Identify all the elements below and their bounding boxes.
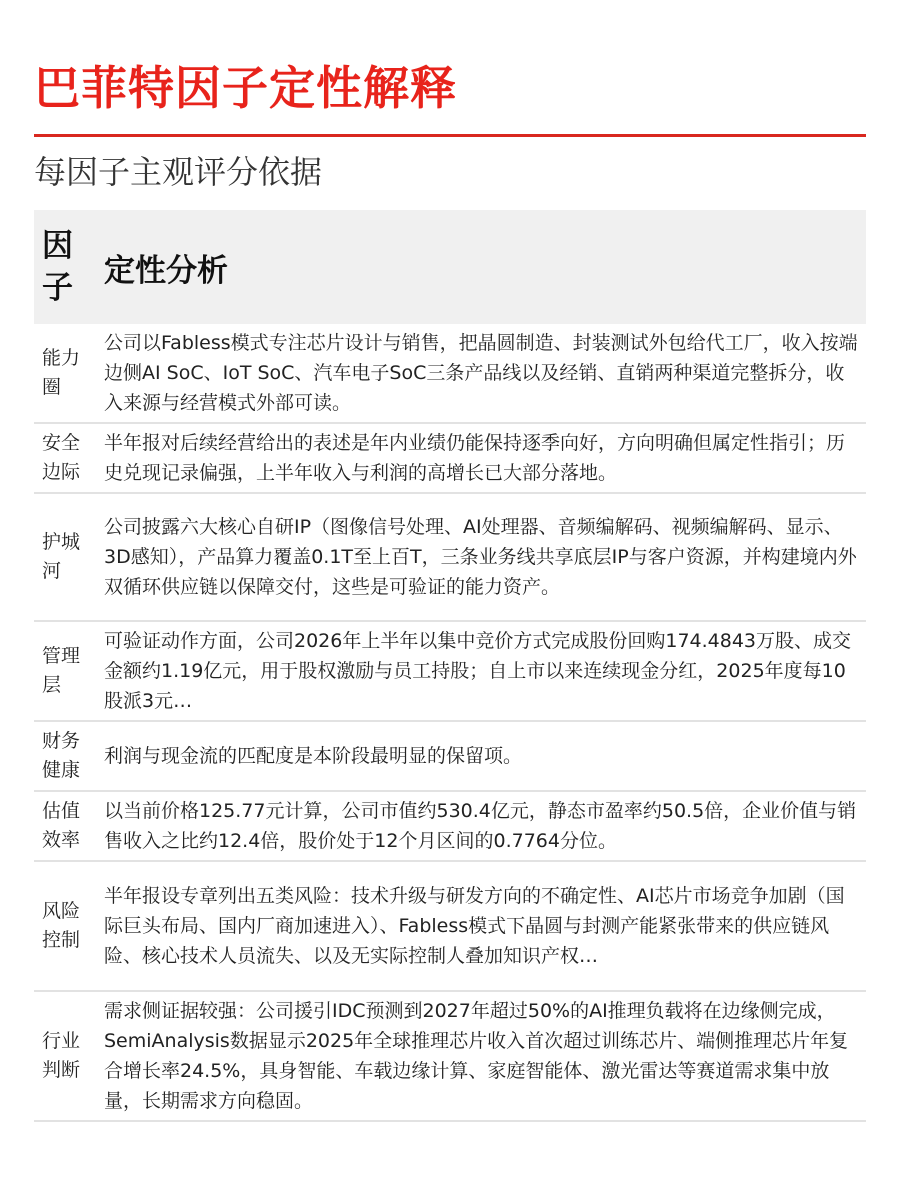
- analysis-cell: 可验证动作方面，公司2026年上半年以集中竞价方式完成股份回购174.4843万股、成交金额约1.19亿元，用于股权激励与员工持股；自上市以来连续现金分红，2025年度每10股派3元…: [104, 630, 852, 712]
- table-row: [34, 324, 866, 424]
- table-row: [34, 992, 866, 1122]
- factor-cell: 行业判断: [42, 1030, 81, 1081]
- analysis-cell: 半年报对后续经营给出的表述是年内业绩仍能保持逐季向好，方向明确但属定性指引；历史兑现记录偏强，上半年收入与利润的高增长已大部分落地。: [104, 432, 846, 484]
- analysis-cell: 公司以Fabless模式专注芯片设计与销售，把晶圆制造、封装测试外包给代工厂，收入按端边侧AI SoC、IoT SoC、汽车电子SoC三条产品线以及经销、直销两种渠道完整拆分，收入来源与经营模式外部可读。: [104, 332, 858, 414]
- table-row: [34, 792, 866, 862]
- factor-cell: 管理层: [42, 645, 81, 696]
- factor-cell: 护城河: [42, 531, 81, 582]
- analysis-cell: 公司披露六大核心自研IP（图像信号处理、AI处理器、音频编解码、视频编解码、显示、3D感知），产品算力覆盖0.1T至上百T，三条业务线共享底层IP与客户资源，并构建境内外双循环供应链以保障交付，这些是可验证的能力资产。: [104, 516, 857, 598]
- factor-cell: 能力圈: [42, 347, 81, 398]
- factor-table: [34, 210, 866, 1122]
- analysis-cell: 利润与现金流的匹配度是本阶段最明显的保留项。: [104, 745, 523, 767]
- analysis-cell: 半年报设专章列出五类风险：技术升级与研发方向的不确定性、AI芯片市场竞争加剧（国际巨头布局、国内厂商加速进入）、Fabless模式下晶圆与封测产能紧张带来的供应链风险、核心技术人员流失、以及无实际控制人叠加知识产权…: [104, 885, 845, 967]
- page-subtitle: 每因子主观评分依据: [34, 153, 323, 191]
- factor-cell: 安全边际: [42, 432, 81, 483]
- table-row: [34, 862, 866, 992]
- column-header-analysis: 定性分析: [104, 252, 228, 289]
- factor-cell: 估值效率: [42, 800, 81, 851]
- factor-cell: 风险控制: [42, 900, 81, 951]
- table-row: [34, 722, 866, 792]
- analysis-cell: 需求侧证据较强：公司援引IDC预测到2027年超过50%的AI推理负载将在边缘侧完成，SemiAnalysis数据显示2025年全球推理芯片收入首次超过训练芯片、端侧推理芯片年复合增长率24.5%，具身智能、车载边缘计算、家庭智能体、激光雷达等赛道需求集中放量，长期需求方向稳固。: [104, 1000, 849, 1112]
- table-header: [34, 210, 866, 324]
- factor-cell: 财务健康: [42, 730, 81, 781]
- title-divider: [34, 134, 866, 137]
- table-row: [34, 622, 866, 722]
- column-header-factor: 因子: [42, 228, 73, 306]
- table-row: [34, 494, 866, 622]
- table-row: [34, 424, 866, 494]
- page-title: 巴菲特因子定性解释: [34, 61, 457, 115]
- analysis-cell: 以当前价格125.77元计算，公司市值约530.4亿元，静态市盈率约50.5倍，企业价值与销售收入之比约12.4倍，股价处于12个月区间的0.7764分位。: [104, 800, 857, 852]
